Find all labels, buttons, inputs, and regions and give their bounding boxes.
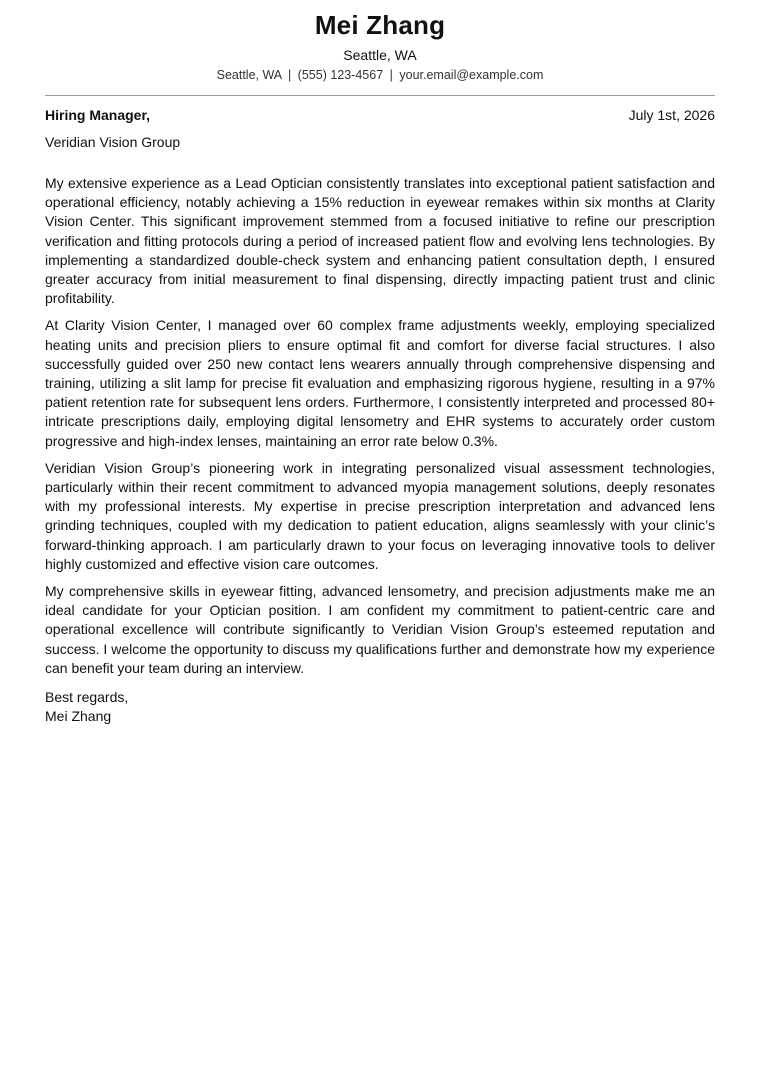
- contact-line: [45, 67, 715, 83]
- contact-city: Seattle, WA: [216, 68, 282, 82]
- letter-body: [45, 174, 715, 678]
- signature-name: Mei Zhang: [45, 708, 112, 725]
- recipient-date-row: [45, 106, 715, 124]
- applicant-name: Mei Zhang: [314, 10, 446, 40]
- contact-email: your.email@example.com: [399, 68, 544, 82]
- recipient-salutation: Hiring Manager,: [45, 107, 151, 123]
- recipient-company: Veridian Vision Group: [45, 134, 181, 150]
- letter-closing: [45, 688, 715, 726]
- closing-salutation: Best regards,: [45, 689, 129, 706]
- body-paragraph: Veridian Vision Group’s pioneering work in integrating personalized visual assessment technologies, particularly within their recent commitment to advanced myopia management solutions, deeply resonates with my professional interests. My expertise in precise prescription interpretation and advanced lens grinding techniques, coupled with my dedication to patient education, aligns seamlessly with your clinic’s forward-thinking approach. I am particularly drawn to your focus on leveraging innovative tools to deliver highly customized and effective vision care outcomes.: [45, 459, 715, 572]
- contact-separator: |: [287, 68, 292, 82]
- header-divider: [45, 95, 715, 96]
- body-paragraph: My extensive experience as a Lead Optician consistently translates into exceptional patient satisfaction and operational efficiency, notably achieving a 15% reduction in eyewear remakes within six months at Clarity Vision Center. This significant improvement stemmed from a focused initiative to refine our prescription verification and fitting protocols during a period of increased patient flow and evolving lens technologies. By implementing a standardized double-check system and enhancing patient consultation depth, I ensured greater accuracy from initial measurement to final dispensing, directly impacting patient trust and clinic profitability.: [45, 175, 715, 307]
- body-paragraph: At Clarity Vision Center, I managed over 60 complex frame adjustments weekly, employing specialized heating units and precision pliers to ensure optimal fit and comfort for diverse facial structures. I also successfully guided over 250 new contact lens wearers annually through comprehensive dispensing and training, utilizing a slit lamp for precise fit evaluation and emphasizing rigorous hygiene, resulting in a 97% patient retention rate for subsequent lens orders. Furthermore, I consistently interpreted and processed 80+ intricate prescriptions daily, employing digital lensometry and EHR systems to accurately order custom progressive and high-index lenses, maintaining an error rate below 0.3%.: [45, 317, 715, 449]
- letter-date: July 1st, 2026: [628, 107, 715, 123]
- contact-phone: (555) 123-4567: [297, 68, 384, 82]
- body-paragraph: My comprehensive skills in eyewear fitting, advanced lensometry, and precision adjustments make me an ideal candidate for your Optician position. I am confident my commitment to patient-centric care and operational excellence will contribute significantly to Veridian Vision Group’s esteemed reputation and success. I welcome the opportunity to discuss my qualifications further and demonstrate how my experience can benefit your team during an interview.: [45, 583, 715, 676]
- applicant-location: Seattle, WA: [343, 47, 417, 63]
- contact-separator: |: [389, 68, 393, 82]
